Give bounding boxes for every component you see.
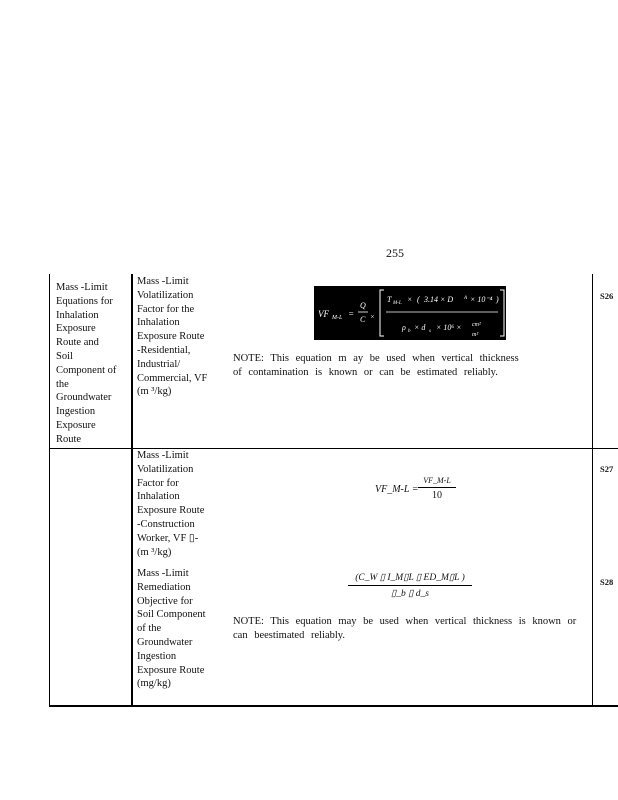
svg-text:T: T [387, 295, 392, 304]
page-number: 255 [386, 246, 404, 260]
table-border-col3 [592, 274, 593, 707]
svg-text:C: C [360, 315, 366, 324]
row-divider [49, 448, 618, 449]
table-border-left [49, 274, 50, 707]
svg-text:3.14 × D: 3.14 × D [424, 295, 454, 304]
svg-text:× 10⁶ ×: × 10⁶ × [436, 323, 462, 332]
svg-text:Q: Q [360, 301, 366, 310]
svg-text:): ) [496, 295, 499, 304]
svg-text:× 10⁻⁴: × 10⁻⁴ [470, 295, 493, 304]
svg-text:=: = [348, 309, 355, 319]
svg-text:×: × [407, 295, 413, 304]
svg-text:cm²: cm² [472, 322, 481, 328]
equation-id-s28: S28 [600, 577, 614, 587]
equation-s26-image [314, 286, 506, 340]
equation-s28-numerator: (C_W ▯ I_M▯L ▯ ED_M▯L ) [355, 573, 465, 583]
equation-id-s26: S26 [600, 291, 614, 301]
svg-text:(: ( [417, 295, 420, 304]
table-border-col1 [131, 274, 133, 707]
equation-s28-fraction [348, 572, 472, 599]
equation-s27-numerator: VF_M-L [423, 476, 451, 485]
row1-parameter: Mass -Limit Volatilization Factor for the Inhalation Exposure Route -Residential, Industrial/ Commercial, VF (m ³/kg) [137, 276, 208, 398]
row3-note: NOTE: This equation may be used when vertical thickness is known or can beestimated reliably. [233, 616, 577, 641]
svg-text:×: × [370, 313, 375, 321]
svg-text:A: A [464, 296, 468, 301]
equation-s28-denominator: ▯_b ▯ d_s [391, 589, 429, 599]
svg-text:M-L: M-L [332, 315, 343, 321]
equation-s26-graphic [314, 286, 506, 340]
svg-text:× d: × d [414, 323, 426, 332]
equation-s27-fraction [418, 476, 456, 501]
table-border-bottom [49, 705, 618, 707]
equation-id-s27: S27 [600, 464, 614, 474]
equation-s28-bar [348, 585, 472, 586]
svg-text:M-L: M-L [393, 301, 402, 306]
equation-s27-denominator: 10 [432, 490, 442, 501]
svg-text:s: s [429, 329, 431, 334]
row1-category: Mass -Limit Equations for Inhalation Exposure Route and Soil Component of the Groundwater Ingestion Exposure Route [56, 282, 117, 445]
row3-parameter: Mass -Limit Remediation Objective for Soil Component of the Groundwater Ingestion Exposure Route (mg/kg) [137, 568, 206, 690]
row1-note: NOTE: This equation m ay be used when vertical thickness of contamination is known or can be estimated reliably. [233, 353, 519, 378]
svg-text:ρ: ρ [402, 323, 406, 332]
equation-s27-bar [418, 487, 456, 488]
svg-text:b: b [408, 329, 411, 334]
svg-text:VF: VF [318, 309, 329, 319]
equation-s27-lhs: VF_M-L = [375, 484, 419, 495]
svg-text:m²: m² [472, 332, 479, 338]
row2-parameter: Mass -Limit Volatilization Factor for Inhalation Exposure Route -Construction Worker, VF ▯- (m ³/kg) [137, 450, 205, 558]
